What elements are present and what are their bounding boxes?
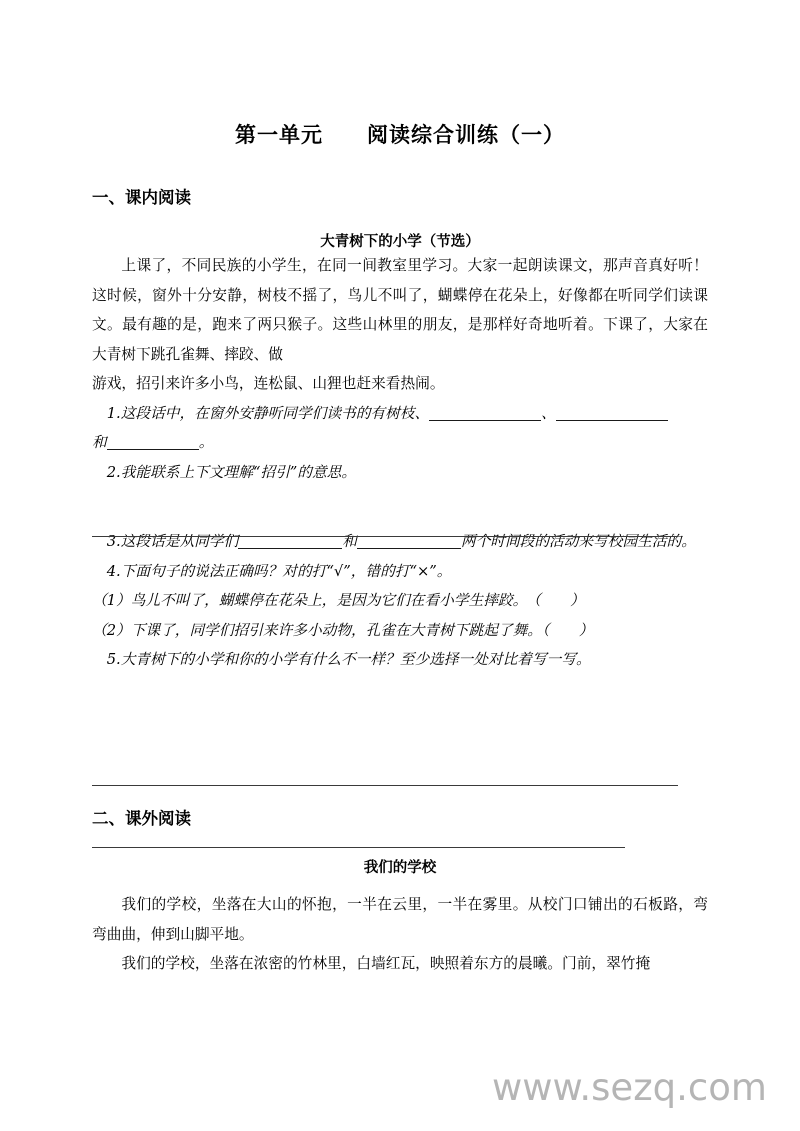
question-4-item-2-label: （2）	[92, 621, 131, 639]
page-content	[92, 0, 708, 979]
answer-space-q2	[92, 487, 708, 527]
question-2	[92, 458, 708, 488]
question-1-text-d: 。	[198, 434, 214, 452]
section-heading-extracurricular-reading: 二、课外阅读	[92, 808, 191, 828]
site-watermark: www.sezq.com	[492, 1066, 767, 1109]
passage2-paragraph-1: 我们的学校，坐落在大山的怀抱，一半在云里，一半在雾里。从校门口铺出的石板路，弯弯曲曲，伸到山脚平地。	[92, 896, 708, 943]
question-1	[92, 399, 708, 458]
question-4-item-1-answer-box[interactable]: （ ）	[533, 592, 585, 610]
question-5-text: 大青树下的小学和你的小学有什么不一样？至少选择一处对比着写一写。	[120, 651, 591, 669]
question-5	[92, 645, 708, 675]
question-3-text-c: 两个时间段的活动来写校园生活的。	[460, 533, 696, 551]
question-4	[92, 557, 708, 587]
question-3-text-b: 和	[342, 533, 357, 551]
answer-space-q5	[92, 675, 708, 808]
passage-paragraph-2: 游戏，招引来许多小鸟，连松鼠、山狸也赶来看热闹。	[92, 375, 445, 393]
answer-line-question-5-a[interactable]	[92, 785, 678, 786]
passage-title-daqingshu: 大青树下的小学（节选）	[320, 232, 480, 250]
question-4-text: 下面句子的说法正确吗？对的打“√”，错的打“×”。	[120, 562, 452, 580]
question-4-item-2-answer-box[interactable]: （ ）	[542, 621, 594, 639]
question-1-number: 1.	[106, 404, 121, 422]
question-4-item-1	[92, 586, 708, 616]
passage-title-our-school: 我们的学校	[363, 860, 437, 877]
question-3-text-a: 这段话是从同学们	[120, 533, 239, 551]
question-1-text-a: 这段话中，在窗外安静听同学们读书的有树枝、	[120, 404, 430, 422]
question-4-item-2-text: 下课了，同学们招引来许多小动物，孔雀在大青树下跳起了舞。	[130, 621, 542, 639]
question-1-blank-3[interactable]	[107, 433, 199, 450]
question-2-number: 2.	[106, 463, 121, 481]
question-4-number: 4.	[106, 562, 121, 580]
question-1-text-c: 和	[92, 434, 107, 452]
question-5-number: 5.	[106, 651, 121, 669]
question-4-item-1-text: 鸟儿不叫了，蝴蝶停在花朵上，是因为它们在看小学生摔跤。	[130, 592, 528, 610]
question-3-number: 3.	[106, 533, 121, 551]
answer-line-question-2[interactable]	[92, 536, 678, 537]
passage-paragraph-1: 上课了，不同民族的小学生，在同一间教室里学习。大家一起朗读课文，那声音真好听！这时候，窗外十分安静，树枝不摇了，鸟儿不叫了，蝴蝶停在花朵上，好像都在听同学们读课文。最有趣的是，跑来了两只猴子。这些山林里的朋友，是那样好奇地听着。下课了，大家在大青树下跳孔雀舞、摔跤、做	[92, 257, 708, 363]
question-2-text: 我能联系上下文理解“招引”的意思。	[120, 463, 357, 481]
question-1-blank-1[interactable]	[429, 404, 541, 421]
answer-line-question-5-b[interactable]	[92, 847, 625, 848]
question-3	[92, 527, 708, 557]
question-1-text-b: 、	[541, 404, 556, 422]
passage2-paragraph-2: 我们的学校，坐落在浓密的竹林里，白墙红瓦，映照着东方的晨曦。门前，翠竹掩	[121, 955, 651, 973]
question-4-item-2	[92, 616, 708, 646]
page-title: 第一单元 阅读综合训练（一）	[235, 122, 565, 147]
section-heading-in-class-reading: 一、课内阅读	[92, 188, 191, 208]
question-4-item-1-label: （1）	[92, 592, 131, 610]
question-1-blank-2[interactable]	[556, 404, 668, 421]
